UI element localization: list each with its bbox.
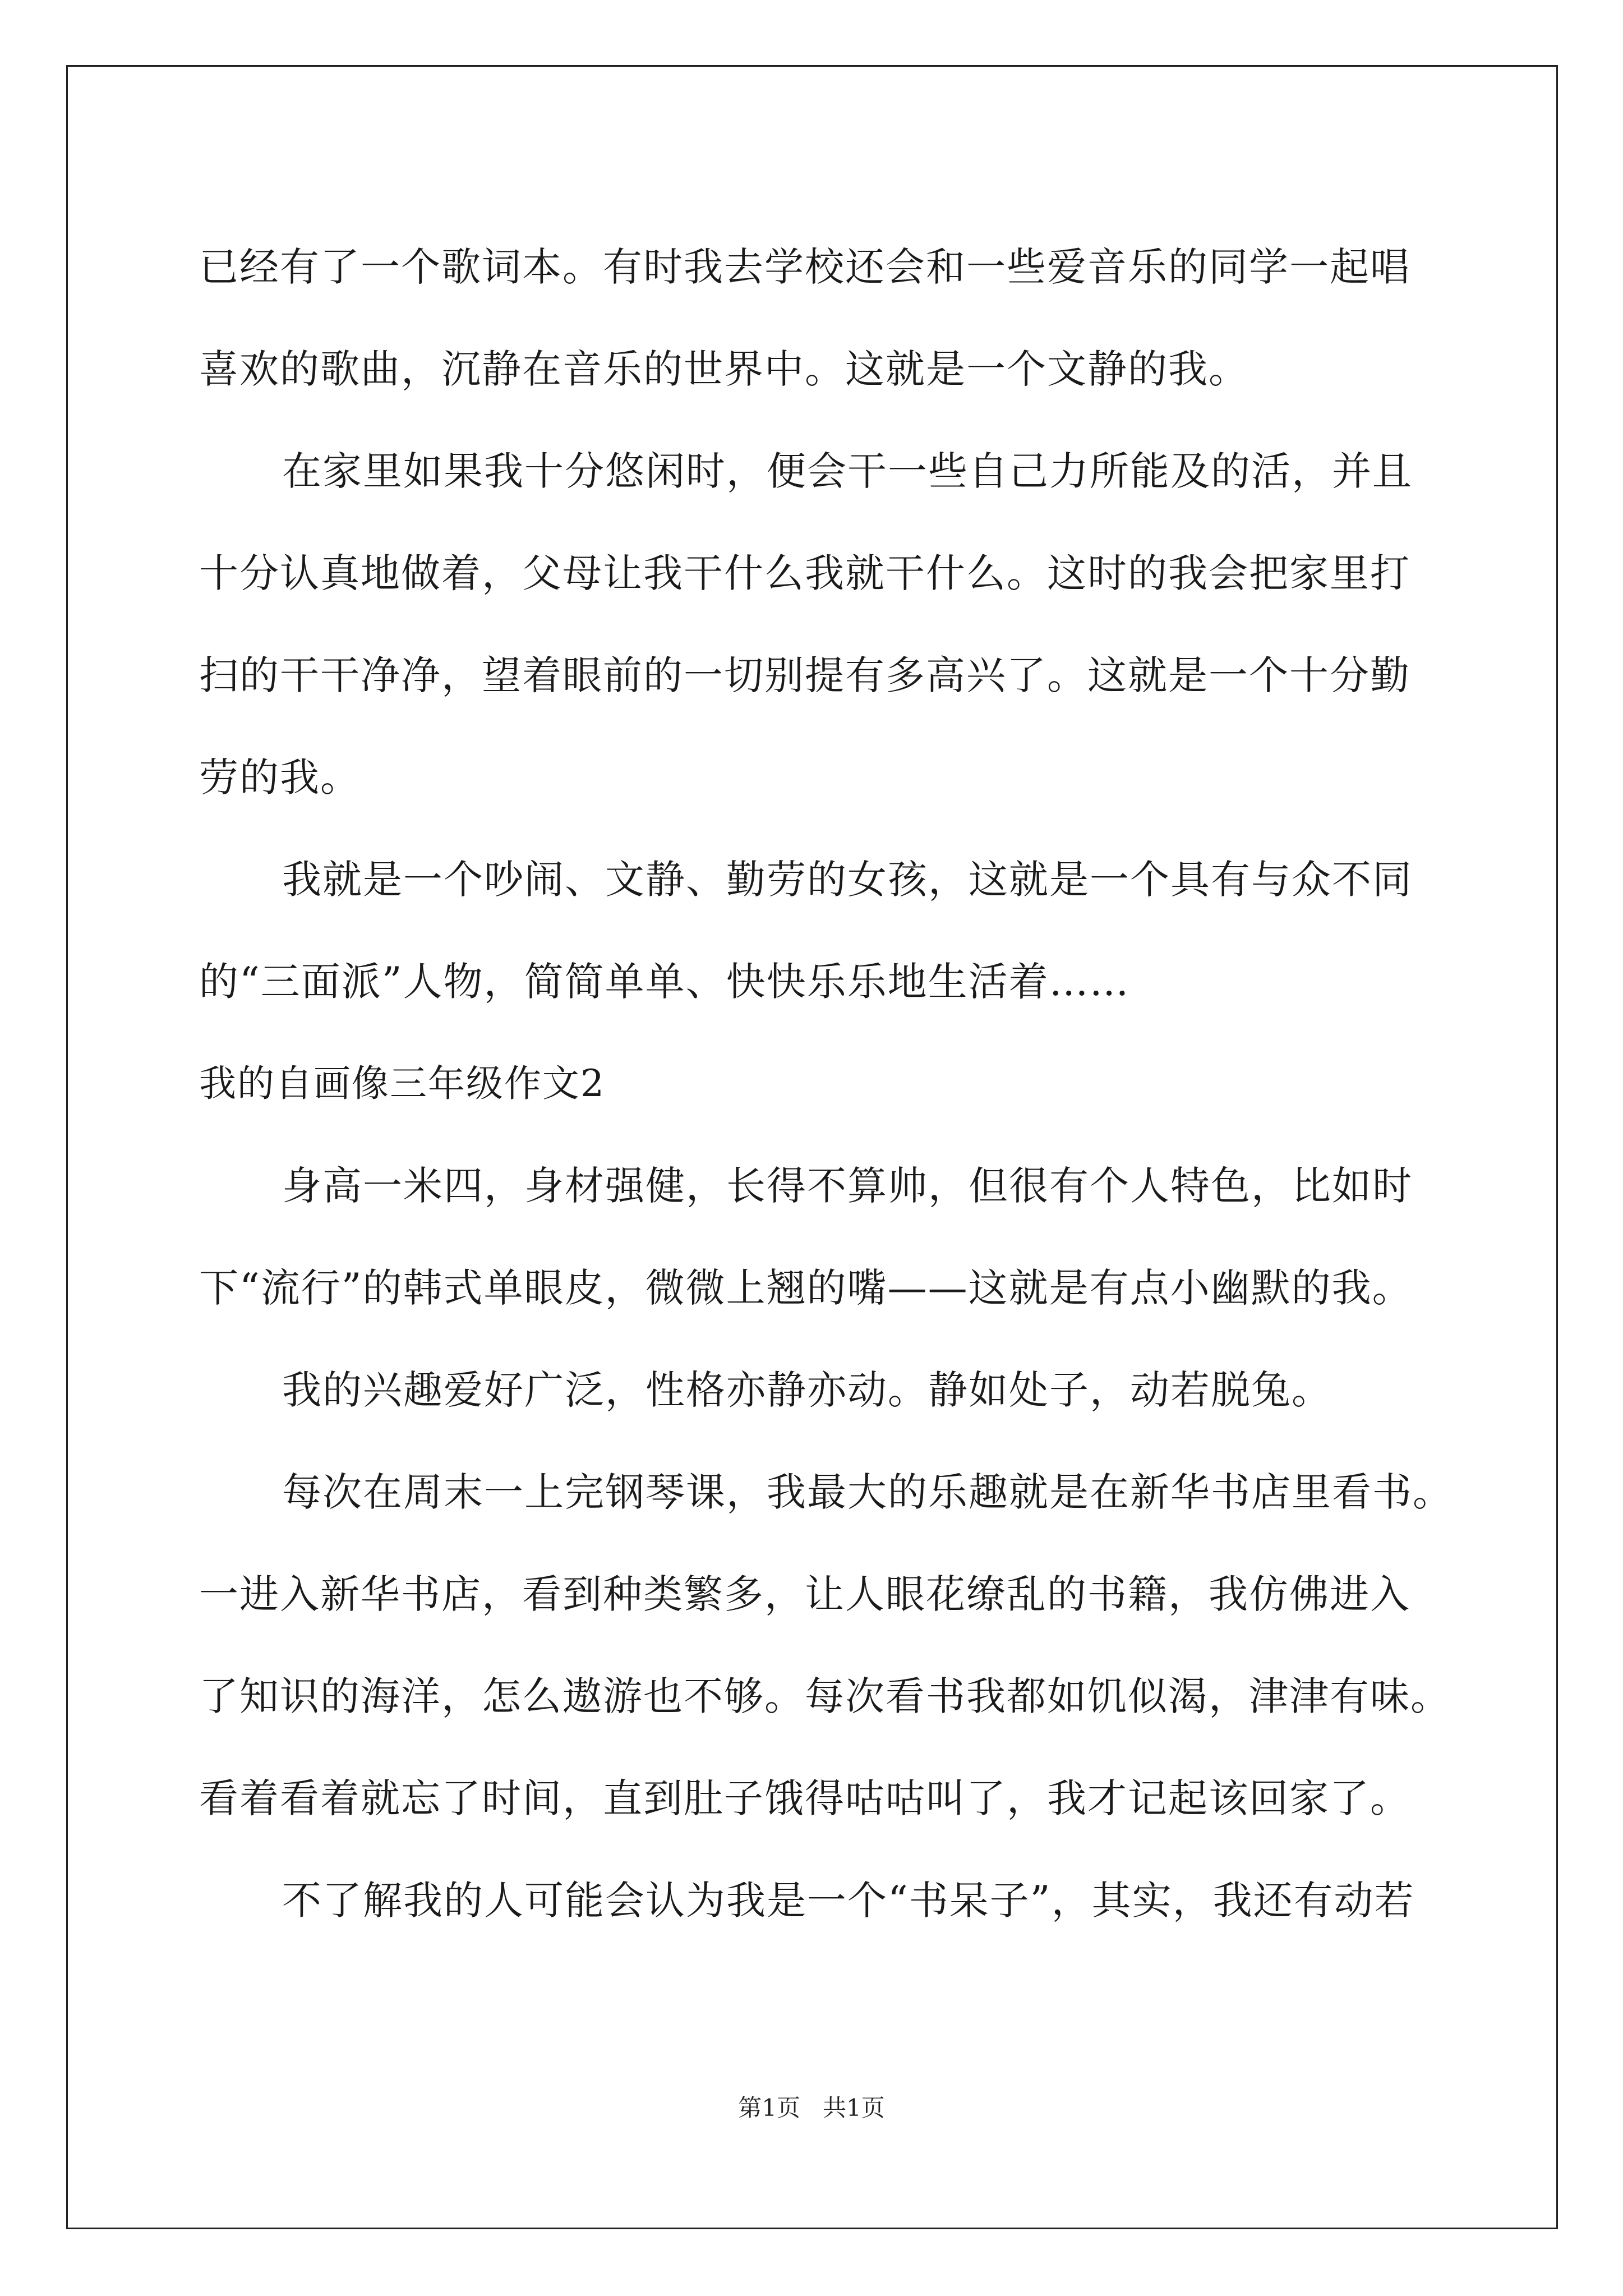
paragraph-line: 我的兴趣爱好广泛，性格亦静亦动。静如处子，动若脱兔。 — [282, 1367, 1332, 1413]
paragraph-line: 一进入新华书店，看到种类繁多，让人眼花缭乱的书籍，我仿佛进入 — [199, 1571, 1410, 1617]
paragraph-line: 喜欢的歌曲，沉静在音乐的世界中。这就是一个文静的我。 — [199, 346, 1249, 392]
section-heading: 我的自画像三年级作文2 — [199, 1062, 605, 1105]
paragraph-line: 看着看着就忘了时间，直到肚子饿得咕咕叫了，我才记起该回家了。 — [199, 1775, 1410, 1821]
paragraph-line: 扫的干干净净，望着眼前的一切别提有多高兴了。这就是一个十分勤 — [199, 652, 1410, 698]
paragraph-line: 十分认真地做着，父母让我干什么我就干什么。这时的我会把家里打 — [199, 550, 1410, 596]
paragraph-line: 我就是一个吵闹、文静、勤劳的女孩，这就是一个具有与众不同 — [282, 857, 1413, 903]
paragraph-line: 下“流行”的韩式单眼皮，微微上翘的嘴——这就是有点小幽默的我。 — [199, 1265, 1413, 1311]
paragraph-line: 劳的我。 — [199, 754, 361, 800]
paragraph-line: 不了解我的人可能会认为我是一个“书呆子”，其实，我还有动若 — [282, 1878, 1415, 1924]
paragraph-line: 了知识的海洋，怎么遨游也不够。每次看书我都如饥似渴，津津有味。 — [199, 1673, 1451, 1719]
paragraph-line: 每次在周末一上完钢琴课，我最大的乐趣就是在新华书店里看书。 — [282, 1469, 1453, 1515]
document-body — [199, 216, 1453, 1952]
paragraph-line: 已经有了一个歌词本。有时我去学校还会和一些爱音乐的同学一起唱 — [199, 244, 1410, 290]
paragraph-line: 在家里如果我十分悠闲时，便会干一些自己力所能及的活，并且 — [282, 448, 1413, 494]
page-number-footer: 第1页 共1页 — [738, 2094, 885, 2122]
paragraph-line: 身高一米四，身材强健，长得不算帅，但很有个人特色，比如时 — [282, 1163, 1413, 1209]
paragraph-line: 的“三面派”人物，简简单单、快快乐乐地生活着…… — [199, 959, 1130, 1005]
